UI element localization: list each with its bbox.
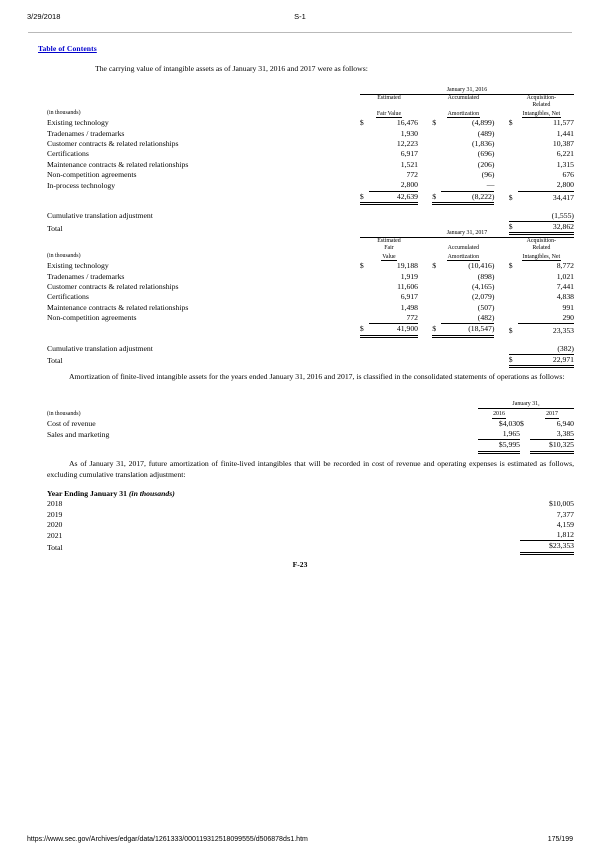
future-amortization-paragraph: As of January 31, 2017, future amortization of finite-lived intangibles that will be recorded in cost of revenue and operating expenses is estimated as follows, excluding cumulative translation adjustment: (47, 459, 574, 479)
table-row (47, 272, 574, 282)
column-header-row-2 (47, 102, 574, 109)
row-label: Existing technology (47, 261, 109, 271)
currency-symbol: $ (360, 324, 369, 336)
currency-symbol: $ (432, 261, 437, 271)
currency-symbol: $ (508, 118, 513, 128)
cta-label: Cumulative translation adjustment (47, 211, 153, 221)
cell-net: 6,221 (556, 149, 574, 159)
currency-symbol (360, 180, 369, 191)
table-row (47, 510, 574, 520)
print-doc-title: S-1 (294, 12, 306, 21)
currency-symbol (432, 313, 441, 324)
total-net: 32,862 (518, 222, 574, 234)
source-url: https://www.sec.gov/Archives/edgar/data/1261333/000119312518099555/d506878ds1.htm (27, 836, 308, 843)
cell-fair-value: 1,498 (400, 302, 419, 312)
intangible-assets-table-2017 (47, 229, 574, 368)
column-header-row-2 (47, 245, 574, 252)
row-label: 2021 (47, 530, 63, 540)
subtotal-label (47, 324, 350, 336)
table-of-contents-link[interactable]: Table of Contents (38, 44, 97, 53)
currency-symbol: $ (432, 324, 441, 336)
intangible-assets-table-2016 (47, 86, 574, 235)
cell-fair-value: 1,919 (400, 271, 419, 281)
total-row (47, 440, 574, 452)
currency-symbol: $ (509, 354, 518, 366)
currency-symbol (432, 272, 441, 282)
cell-net: 991 (562, 302, 574, 312)
currency-symbol (360, 149, 369, 159)
col-head-net-l1: Acquisition- (526, 95, 557, 101)
currency-symbol (509, 170, 518, 180)
currency-symbol (509, 313, 518, 324)
currency-symbol (432, 292, 441, 302)
subtotal-row (47, 191, 574, 203)
cell-fair-value: 1,521 (400, 159, 419, 169)
cell-accumulated-amortization: (507) (477, 302, 495, 312)
table-row (47, 149, 574, 159)
spacer-row (47, 203, 574, 211)
currency-symbol: $ (509, 222, 518, 234)
cell-accumulated-amortization: (1,836) (472, 139, 495, 149)
row-label: Cost of revenue (47, 418, 96, 428)
col-head-net-l2: Related (532, 244, 551, 251)
currency-symbol: $ (508, 325, 513, 335)
table-row (47, 261, 574, 271)
cell-amount: 1,812 (520, 530, 574, 541)
table-row (47, 530, 574, 541)
future-header-italic: (in thousands) (128, 489, 175, 498)
table-row (47, 170, 574, 180)
spacer-row (47, 336, 574, 344)
cell-amount: $10,005 (549, 499, 574, 509)
currency-symbol (432, 180, 441, 191)
currency-symbol (432, 170, 441, 180)
table-row (47, 499, 574, 509)
col-head-amortization-l1 (432, 238, 494, 245)
currency-symbol: $ (508, 261, 513, 271)
currency-symbol (509, 282, 518, 292)
cell-accumulated-amortization: (482) (441, 313, 494, 324)
currency-symbol (520, 429, 530, 440)
row-label: Non-competition agreements (47, 313, 137, 323)
row-label: Sales and marketing (47, 429, 110, 439)
amortization-classification-table (47, 400, 574, 454)
page-indicator: 175/199 (547, 836, 573, 843)
cell-net: 10,387 (552, 139, 574, 149)
group-header-row (47, 229, 574, 238)
currency-symbol: $ (508, 193, 513, 203)
row-label: Non-competition agreements (47, 169, 137, 179)
cell-fair-value: 772 (369, 313, 418, 324)
cell-fair-value: 19,188 (396, 261, 419, 271)
cell-accumulated-amortization: (4,899) (472, 118, 495, 128)
column-header-row (47, 409, 574, 419)
row-label: Existing technology (47, 118, 109, 128)
cell-net: 7,441 (556, 282, 574, 292)
currency-symbol (509, 129, 518, 139)
cell-accumulated-amortization: (489) (477, 128, 495, 138)
cell-accumulated-amortization: (2,079) (472, 292, 495, 302)
subtotal-fair-value: 41,900 (369, 324, 418, 336)
currency-symbol (509, 211, 518, 222)
table-row (47, 139, 574, 149)
cell-fair-value: 2,800 (369, 180, 418, 191)
table-row (47, 303, 574, 313)
table-row (47, 282, 574, 292)
units-label-2017: (in thousands) (47, 253, 81, 260)
table-row (47, 180, 574, 191)
col-head-net-l3: Intangibles, Net (522, 253, 561, 260)
column-header-row-1 (47, 238, 574, 245)
currency-symbol (432, 282, 441, 292)
subtotal-net: 23,353 (552, 325, 574, 335)
cell-accumulated-amortization: (10,416) (468, 261, 495, 271)
currency-symbol (432, 303, 441, 313)
cell-fair-value: 11,606 (397, 282, 419, 292)
total-label: Total (47, 223, 63, 233)
row-label: Maintenance contracts & related relationships (47, 159, 189, 169)
table-row (47, 118, 574, 128)
row-label: 2020 (47, 519, 63, 529)
col-head-2016: 2016 (493, 411, 505, 418)
currency-symbol (520, 440, 530, 452)
cell-2017: 3,385 (530, 429, 574, 440)
currency-symbol: $ (359, 261, 364, 271)
row-label: Maintenance contracts & related relationships (47, 302, 189, 312)
subtotal-accumulated-amortization: (8,222) (441, 191, 494, 203)
cta-net: (1,555) (518, 211, 574, 222)
table-row (47, 313, 574, 324)
cell-accumulated-amortization: (206) (477, 159, 495, 169)
cell-fair-value: 16,476 (396, 118, 419, 128)
col-head-amortization-l3: Amortization (447, 253, 480, 260)
cta-net: (382) (518, 344, 574, 355)
col-head-fair-value-l2: Fair Value (376, 110, 402, 117)
cell-net: 676 (562, 169, 574, 179)
cell-net: 1,021 (556, 271, 574, 281)
column-header-row-3 (47, 251, 574, 261)
cell-fair-value: 772 (406, 169, 419, 179)
currency-symbol (509, 292, 518, 302)
currency-symbol (432, 160, 441, 170)
currency-symbol (360, 170, 369, 180)
currency-symbol (509, 160, 518, 170)
row-label: Tradenames / trademarks (47, 271, 125, 281)
cell-fair-value: 12,223 (396, 139, 419, 149)
cell-fair-value: 1,930 (400, 128, 419, 138)
total-2016: $5,995 (478, 440, 520, 452)
col-head-fair-value-l2: Fair (384, 244, 394, 251)
col-head-net-l2: Related (532, 101, 551, 108)
cell-2016: $4,030 (498, 418, 520, 428)
table-row (47, 520, 574, 530)
total-row (47, 541, 574, 553)
col-head-amortization-l2: Accumulated (447, 244, 480, 251)
cell-accumulated-amortization: (4,165) (472, 282, 495, 292)
amortization-paragraph: Amortization of finite-lived intangible assets for the years ended January 31, 2016 and 2017, is classified in the consolidated statements of operations as follows: (69, 372, 565, 381)
currency-symbol (432, 139, 441, 149)
group-header-2017: January 31, 2017 (360, 229, 574, 238)
currency-symbol: $ (432, 118, 437, 128)
total-row (47, 354, 574, 366)
currency-symbol (360, 160, 369, 170)
group-header-row (47, 86, 574, 95)
currency-symbol (509, 344, 518, 355)
currency-symbol: $ (360, 191, 369, 203)
col-head-fair-value-l3: Value (382, 253, 396, 260)
row-label: Customer contracts & related relationships (47, 282, 179, 292)
group-header-january: January 31, (478, 400, 574, 409)
currency-symbol: $ (359, 118, 364, 128)
future-header-bold: Year Ending January 31 (47, 489, 127, 498)
cell-accumulated-amortization: (96) (481, 169, 495, 179)
table-row (47, 419, 574, 429)
subtotal-row (47, 324, 574, 336)
table-header-row (47, 489, 574, 499)
cell-accumulated-amortization: (696) (477, 149, 495, 159)
currency-symbol (432, 149, 441, 159)
currency-symbol (360, 282, 369, 292)
total-2017: $10,325 (530, 440, 574, 452)
cell-accumulated-amortization: (898) (477, 271, 495, 281)
cell-net: 11,577 (553, 118, 574, 128)
subtotal-label (47, 191, 350, 203)
subtotal-accumulated-amortization: (18,547) (441, 324, 494, 336)
col-head-fair-value-l1: Estimated (377, 238, 401, 244)
group-header-row (47, 400, 574, 409)
table-row (47, 129, 574, 139)
total-label: Total (47, 542, 63, 552)
total-net: 22,971 (518, 354, 574, 366)
cell-net: 1,315 (556, 159, 574, 169)
row-label: In-process technology (47, 180, 116, 190)
currency-symbol (360, 139, 369, 149)
row-label: Certifications (47, 292, 89, 302)
currency-symbol: $ (432, 191, 441, 203)
cell-fair-value: 6,917 (400, 292, 419, 302)
row-label: Customer contracts & related relationships (47, 139, 179, 149)
col-head-amortization-l2: Amortization (447, 110, 480, 117)
cell-amount: 7,377 (556, 509, 574, 519)
total-label: Total (47, 356, 63, 366)
cell-net: 290 (518, 313, 574, 324)
intro-paragraph: The carrying value of intangible assets as of January 31, 2016 and 2017 were as follows: (95, 64, 368, 73)
table-row (47, 292, 574, 302)
row-label: 2019 (47, 509, 63, 519)
cell-2017: 6,940 (556, 418, 574, 428)
currency-symbol (360, 303, 369, 313)
cell-net: 4,838 (556, 292, 574, 302)
currency-symbol (360, 129, 369, 139)
total-amount: $23,353 (520, 541, 574, 553)
currency-symbol (509, 149, 518, 159)
page-mark: F-23 (292, 560, 308, 569)
subtotal-fair-value: 42,639 (369, 191, 418, 203)
col-head-net-l1: Acquisition- (526, 238, 557, 244)
cumulative-translation-row (47, 344, 574, 355)
units-label-2016: (in thousands) (47, 110, 81, 117)
future-amortization-table (47, 489, 574, 555)
group-header-2016: January 31, 2016 (360, 86, 574, 95)
cumulative-translation-row (47, 211, 574, 222)
cell-accumulated-amortization: — (441, 180, 494, 191)
column-header-row-1 (47, 95, 574, 102)
currency-symbol (432, 129, 441, 139)
table-row (47, 429, 574, 440)
cell-fair-value: 6,917 (400, 149, 419, 159)
col-head-2017: 2017 (546, 411, 558, 418)
currency-symbol (360, 272, 369, 282)
cta-label: Cumulative translation adjustment (47, 344, 153, 354)
currency-symbol: $ (520, 418, 524, 428)
column-header-row-3 (47, 108, 574, 118)
cell-amount: 4,159 (556, 519, 574, 529)
col-head-amortization-l1: Accumulated (447, 95, 480, 101)
currency-symbol (509, 180, 518, 191)
currency-symbol (509, 303, 518, 313)
table-row (47, 160, 574, 170)
currency-symbol (360, 313, 369, 324)
units-label-amortization: (in thousands) (47, 410, 81, 417)
col-head-net-l3: Intangibles, Net (522, 110, 561, 117)
cell-2016: 1,965 (478, 429, 520, 440)
total-label (47, 440, 468, 452)
row-label: 2018 (47, 499, 63, 509)
cell-net: 1,441 (556, 128, 574, 138)
currency-symbol (509, 272, 518, 282)
row-label: Tradenames / trademarks (47, 128, 125, 138)
currency-symbol (360, 292, 369, 302)
row-label: Certifications (47, 149, 89, 159)
cell-net: 2,800 (518, 180, 574, 191)
cell-net: 8,772 (556, 261, 574, 271)
currency-symbol (509, 139, 518, 149)
subtotal-net: 34,417 (552, 193, 574, 203)
print-date: 3/29/2018 (27, 12, 61, 21)
col-head-fair-value-l1: Estimated (377, 95, 401, 101)
